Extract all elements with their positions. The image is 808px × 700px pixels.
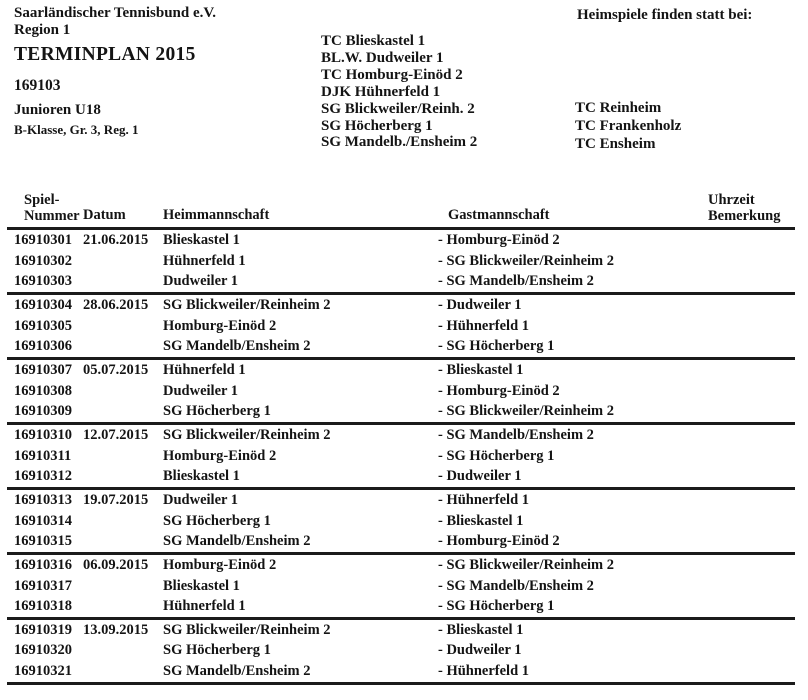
home-team-cell: SG Höcherberg 1 bbox=[163, 642, 271, 659]
match-date-cell bbox=[83, 596, 163, 617]
match-date-cell bbox=[83, 640, 163, 661]
home-team-cell: Blieskastel 1 bbox=[163, 468, 240, 485]
match-date-cell bbox=[83, 661, 163, 682]
column-header-time-remark: Uhrzeit Bemerkung bbox=[708, 192, 781, 224]
time-remark-cell bbox=[700, 381, 795, 402]
column-header-guest: Gastmannschaft bbox=[448, 207, 550, 223]
time-remark-cell bbox=[700, 316, 795, 337]
time-remark-cell bbox=[700, 446, 795, 467]
home-venue-item: TC Reinheim bbox=[575, 100, 662, 116]
match-number-cell: 16910307 bbox=[14, 361, 72, 378]
team-list-item: DJK Hühnerfeld 1 bbox=[321, 83, 441, 100]
team-list-item: TC Blieskastel 1 bbox=[321, 33, 426, 49]
guest-team-cell: - Homburg-Einöd 2 bbox=[438, 232, 560, 248]
match-row bbox=[7, 661, 795, 682]
time-remark-cell bbox=[700, 531, 795, 552]
match-date-cell bbox=[83, 336, 163, 357]
match-row bbox=[7, 425, 795, 446]
home-team-cell: SG Blickweiler/Reinheim 2 bbox=[163, 296, 331, 313]
column-header-match-number: Spiel- Nummer bbox=[24, 192, 80, 224]
match-number-cell: 16910316 bbox=[14, 556, 72, 573]
home-team-cell: SG Mandelb/Ensheim 2 bbox=[163, 533, 311, 550]
home-team-cell: Blieskastel 1 bbox=[163, 577, 240, 594]
match-row bbox=[7, 531, 795, 552]
schedule-table bbox=[7, 184, 795, 685]
guest-team-cell: - SG Blickweiler/Reinheim 2 bbox=[438, 403, 614, 420]
match-date-cell bbox=[83, 531, 163, 552]
match-number-cell: 16910312 bbox=[14, 468, 72, 485]
match-number-cell: 16910302 bbox=[14, 252, 72, 269]
time-remark-cell bbox=[700, 466, 795, 487]
guest-team-cell: - Blieskastel 1 bbox=[438, 621, 524, 638]
guest-team-cell: - Homburg-Einöd 2 bbox=[438, 533, 560, 550]
match-number-cell: 16910317 bbox=[14, 577, 72, 594]
home-team-cell: Hühnerfeld 1 bbox=[163, 361, 246, 378]
team-list bbox=[321, 33, 477, 151]
team-list-item: TC Homburg-Einöd 2 bbox=[321, 66, 463, 83]
match-number-cell: 16910303 bbox=[14, 273, 72, 290]
time-remark-cell bbox=[700, 295, 795, 316]
home-team-cell: SG Mandelb/Ensheim 2 bbox=[163, 663, 311, 680]
region-label: Region 1 bbox=[14, 22, 71, 38]
time-remark-cell bbox=[700, 661, 795, 682]
match-date-cell bbox=[83, 576, 163, 597]
match-row bbox=[7, 576, 795, 597]
guest-team-cell: - Hühnerfeld 1 bbox=[438, 317, 530, 334]
match-row bbox=[7, 336, 795, 357]
match-row bbox=[7, 620, 795, 641]
schedule-table-header bbox=[7, 184, 795, 227]
match-number-cell: 16910309 bbox=[14, 403, 72, 420]
home-team-cell: Homburg-Einöd 2 bbox=[163, 447, 277, 464]
guest-team-cell: - SG Höcherberg 1 bbox=[438, 338, 555, 355]
match-number-cell: 16910305 bbox=[14, 317, 72, 334]
guest-team-cell: - Dudweiler 1 bbox=[438, 296, 522, 313]
home-team-cell: SG Blickweiler/Reinheim 2 bbox=[163, 426, 331, 443]
match-date-cell bbox=[83, 511, 163, 532]
match-number-cell: 16910304 bbox=[14, 296, 72, 313]
home-team-cell: Homburg-Einöd 2 bbox=[163, 556, 277, 573]
time-remark-cell bbox=[700, 555, 795, 576]
time-remark-cell bbox=[700, 620, 795, 641]
match-row bbox=[7, 640, 795, 661]
match-number-cell: 16910308 bbox=[14, 382, 72, 399]
guest-team-cell: - Dudweiler 1 bbox=[438, 468, 522, 485]
match-number-cell: 16910321 bbox=[14, 663, 72, 680]
match-row bbox=[7, 251, 795, 272]
guest-team-cell: - SG Höcherberg 1 bbox=[438, 598, 555, 615]
time-remark-cell bbox=[700, 576, 795, 597]
home-team-cell: Homburg-Einöd 2 bbox=[163, 317, 277, 334]
guest-team-cell: - Homburg-Einöd 2 bbox=[438, 382, 560, 399]
home-team-cell: Hühnerfeld 1 bbox=[163, 252, 246, 269]
guest-team-cell: - Hühnerfeld 1 bbox=[438, 663, 530, 680]
class-info-label: B-Klasse, Gr. 3, Reg. 1 bbox=[14, 122, 139, 137]
match-date-cell: 06.09.2015 bbox=[83, 556, 149, 573]
guest-team-cell: - Dudweiler 1 bbox=[438, 642, 522, 659]
guest-team-cell: - Hühnerfeld 1 bbox=[438, 491, 530, 508]
home-team-cell: Blieskastel 1 bbox=[163, 232, 240, 248]
guest-team-cell: - SG Höcherberg 1 bbox=[438, 447, 555, 464]
time-remark-cell bbox=[700, 271, 795, 292]
match-row bbox=[7, 555, 795, 576]
time-remark-cell bbox=[700, 401, 795, 422]
home-venue-item: TC Ensheim bbox=[575, 136, 656, 152]
guest-team-cell: - Blieskastel 1 bbox=[438, 512, 524, 529]
match-date-cell: 13.09.2015 bbox=[83, 621, 149, 638]
guest-team-cell: - SG Mandelb/Ensheim 2 bbox=[438, 577, 594, 594]
match-number-cell: 16910320 bbox=[14, 642, 72, 659]
age-group-label: Junioren U18 bbox=[14, 102, 101, 118]
home-venue-item: TC Frankenholz bbox=[575, 118, 682, 134]
match-date-cell bbox=[83, 446, 163, 467]
guest-team-cell: - SG Blickweiler/Reinheim 2 bbox=[438, 252, 614, 269]
time-remark-cell bbox=[700, 251, 795, 272]
match-date-cell: 05.07.2015 bbox=[83, 361, 149, 378]
match-number-cell: 16910301 bbox=[14, 232, 72, 248]
match-row bbox=[7, 230, 795, 251]
match-date-cell bbox=[83, 271, 163, 292]
match-row bbox=[7, 490, 795, 511]
time-remark-cell bbox=[700, 230, 795, 251]
time-remark-cell bbox=[700, 596, 795, 617]
match-date-cell bbox=[83, 251, 163, 272]
match-row bbox=[7, 511, 795, 532]
team-list-item: SG Mandelb./Ensheim 2 bbox=[321, 134, 478, 151]
guest-team-cell: - SG Mandelb/Ensheim 2 bbox=[438, 273, 594, 290]
match-date-cell: 28.06.2015 bbox=[83, 296, 149, 313]
guest-team-cell: - SG Mandelb/Ensheim 2 bbox=[438, 426, 594, 443]
match-number-cell: 16910311 bbox=[14, 447, 72, 464]
home-venue-list bbox=[575, 99, 681, 153]
document-title: TERMINPLAN 2015 bbox=[14, 44, 196, 65]
match-row bbox=[7, 466, 795, 487]
match-number-cell: 16910313 bbox=[14, 491, 72, 508]
match-row bbox=[7, 271, 795, 292]
guest-team-cell: - SG Blickweiler/Reinheim 2 bbox=[438, 556, 614, 573]
match-number-cell: 16910318 bbox=[14, 598, 72, 615]
match-row bbox=[7, 316, 795, 337]
match-number-cell: 16910315 bbox=[14, 533, 72, 550]
home-team-cell: Dudweiler 1 bbox=[163, 382, 239, 399]
match-date-cell: 12.07.2015 bbox=[83, 426, 149, 443]
match-row bbox=[7, 381, 795, 402]
match-number-cell: 16910310 bbox=[14, 426, 72, 443]
home-team-cell: SG Blickweiler/Reinheim 2 bbox=[163, 621, 331, 638]
home-team-cell: Dudweiler 1 bbox=[163, 273, 239, 290]
match-date-cell bbox=[83, 381, 163, 402]
column-header-home: Heimmannschaft bbox=[163, 207, 270, 223]
home-team-cell: SG Höcherberg 1 bbox=[163, 403, 271, 420]
time-remark-cell bbox=[700, 490, 795, 511]
match-number-cell: 16910306 bbox=[14, 338, 72, 355]
time-remark-cell bbox=[700, 425, 795, 446]
time-remark-cell bbox=[700, 336, 795, 357]
match-row bbox=[7, 446, 795, 467]
match-date-cell bbox=[83, 316, 163, 337]
column-header-date: Datum bbox=[83, 207, 126, 223]
home-team-cell: Hühnerfeld 1 bbox=[163, 598, 246, 615]
match-row bbox=[7, 360, 795, 381]
time-remark-cell bbox=[700, 360, 795, 381]
match-date-cell: 21.06.2015 bbox=[83, 232, 149, 248]
time-remark-cell bbox=[700, 640, 795, 661]
team-list-item: SG Höcherberg 1 bbox=[321, 117, 433, 134]
team-list-item: SG Blickweiler/Reinh. 2 bbox=[321, 100, 475, 117]
match-number-cell: 16910319 bbox=[14, 621, 72, 638]
match-row bbox=[7, 401, 795, 422]
schedule-blocks bbox=[7, 227, 795, 685]
home-team-cell: SG Höcherberg 1 bbox=[163, 512, 271, 529]
organization-name: Saarländischer Tennisbund e.V. bbox=[14, 5, 217, 21]
match-number-cell: 16910314 bbox=[14, 512, 72, 529]
match-row bbox=[7, 596, 795, 617]
league-code: 169103 bbox=[14, 77, 61, 94]
block-separator-line bbox=[7, 682, 795, 685]
match-date-cell bbox=[83, 401, 163, 422]
time-remark-cell bbox=[700, 511, 795, 532]
match-row bbox=[7, 295, 795, 316]
team-list-item: BL.W. Dudweiler 1 bbox=[321, 49, 444, 66]
match-date-cell: 19.07.2015 bbox=[83, 491, 149, 508]
home-team-cell: Dudweiler 1 bbox=[163, 491, 239, 508]
guest-team-cell: - Blieskastel 1 bbox=[438, 361, 524, 378]
home-games-label: Heimspiele finden statt bei: bbox=[577, 7, 753, 23]
home-team-cell: SG Mandelb/Ensheim 2 bbox=[163, 338, 311, 355]
match-date-cell bbox=[83, 466, 163, 487]
